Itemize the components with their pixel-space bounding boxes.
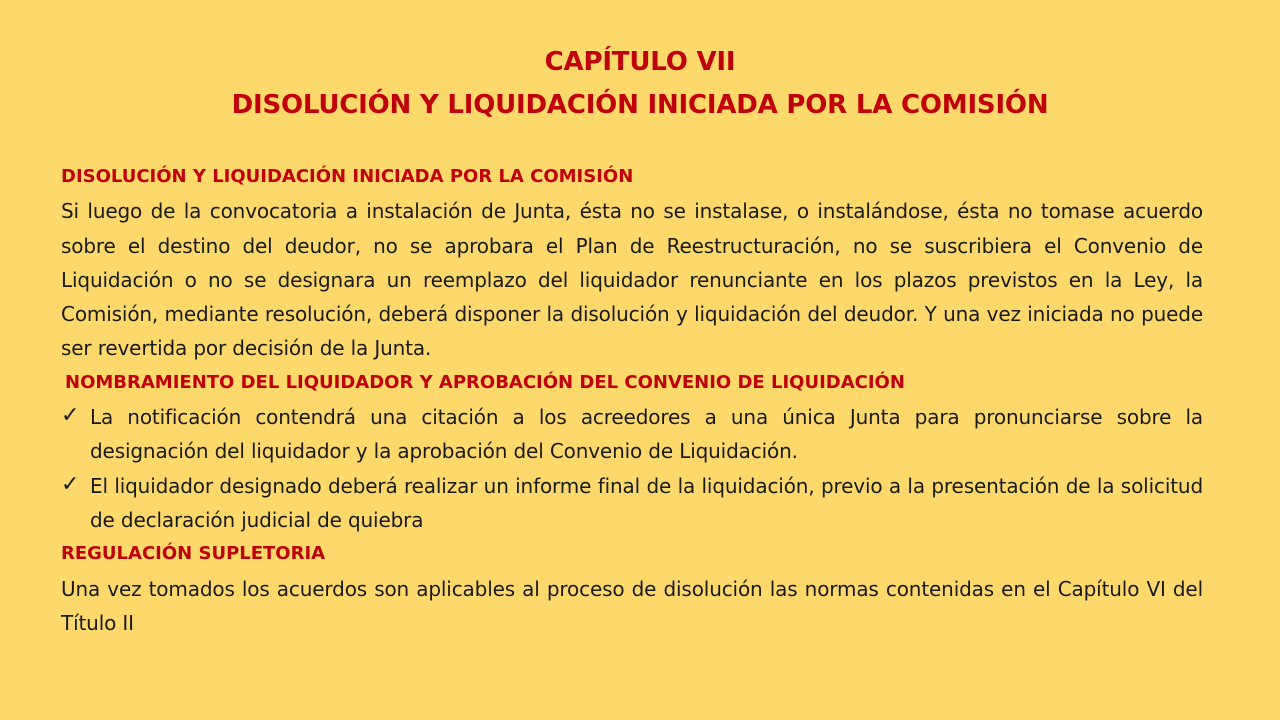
section-heading-dissolution: DISOLUCIÓN Y LIQUIDACIÓN INICIADA POR LA COMISIÓN [61,166,634,187]
check-mark-icon: ✓ [61,403,80,429]
list-item-text: La notificación contendrá una citación a los acreedores a una única Junta para pronunciarse sobre la designación del liquidador y la aprobación del Convenio de Liquidación. [90,405,1203,464]
section-heading-liquidator-appointment: NOMBRAMIENTO DEL LIQUIDADOR Y APROBACIÓN DEL CONVENIO DE LIQUIDACIÓN [65,371,905,393]
check-mark-icon: ✓ [61,471,80,497]
section-heading-supplementary-regulation: REGULACIÓN SUPLETORIA [61,543,326,565]
slide-body [61,160,1203,640]
section-paragraph-supplementary-regulation: Una vez tomados los acuerdos son aplicables al proceso de disolución las normas contenidas en el Capítulo VI del Título II [61,576,1203,635]
list-item [61,400,1203,469]
list-item-text: El liquidador designado deberá realizar un informe final de la liquidación, previo a la presentación de la solicitud de declaración judicial de quiebra [90,473,1203,532]
chapter-main-title: DISOLUCIÓN Y LIQUIDACIÓN INICIADA POR LA COMISIÓN [231,90,1049,120]
checklist [61,400,1203,537]
section-paragraph-dissolution: Si luego de la convocatoria a instalación de Junta, ésta no se instalase, o instalándose, ésta no tomase acuerdo sobre el destino del deudor, no se aprobara el Plan de Reestructuración, no se suscribiera el Convenio de Liquidación o no se designara un reemplazo del liquidador renunciante en los plazos previstos en la Ley, la Comisión, mediante resolución, deberá disponer la disolución y liquidación del deudor. Y una vez iniciada no puede ser revertida por decisión de la Junta. [61,199,1203,361]
chapter-number-title: CAPÍTULO VII [544,47,736,77]
list-item [61,469,1203,538]
